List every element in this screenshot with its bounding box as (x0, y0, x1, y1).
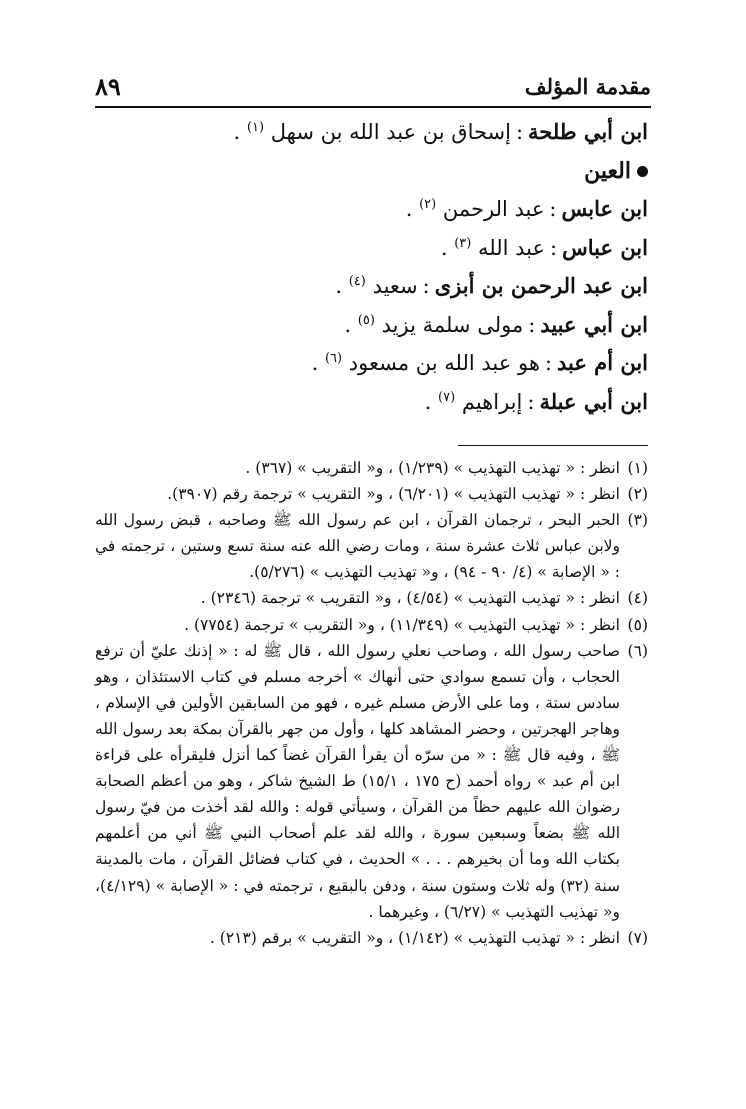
entry-separator: : (550, 235, 558, 260)
entry-ibn-abi-ubaid: ابن أبي عبيد:مولى سلمة يزيد $^{(٥)}$ . (344, 311, 648, 337)
footnote-marker: (٤) (348, 274, 366, 289)
footnote-number: (١) (627, 459, 648, 477)
entry-separator: : (527, 389, 535, 414)
entry-ibn-abi-abla: ابن أبي عبلة:إبراهيم $^{(٧)}$ . (424, 388, 648, 414)
entry-name: ابن عبد الرحمن بن أبزى (434, 273, 648, 298)
entry-text: هو عبد الله بن مسعود (348, 351, 540, 375)
footnote-2 (95, 481, 648, 507)
bullet-icon (637, 166, 648, 177)
entry-separator: : (528, 312, 536, 337)
entry-name: ابن أبي عبيد (540, 311, 648, 337)
entry-ibn-abis: ابن عابس:عبد الرحمن $^{(٢)}$ . (405, 196, 648, 221)
entry-name: ابن أبي طلحة (528, 119, 648, 144)
footnote-text: الحبر البحر ، ترجمان القرآن ، ابن عم رسول الله ﷺ وصاحبه ، قبض رسول الله ولابن عباس ثلاث عشرة سنة ، ومات رضي الله عنه سنة تسع وستين ، ترجمته في : « الإصابة » (٤/ ٩٠ - ٩٤) ، و« تهذيب التهذيب » (٥/٢٧٦). (95, 511, 620, 582)
entry-name: ابن أبي عبلة (539, 388, 648, 414)
footnote-marker: (٣) (454, 235, 472, 251)
footnote-3 (95, 507, 648, 585)
footnote-4 (95, 585, 648, 611)
entry-name: ابن عابس (561, 196, 648, 221)
footnote-text: انظر : « تهذيب التهذيب » (٦/٢٠١) ، و« التقريب » ترجمة رقم (٣٩٠٧). (167, 485, 620, 504)
entry-separator: : (549, 197, 557, 221)
entry-text: عبد الله (478, 235, 546, 260)
footnote-marker: (٦) (324, 351, 343, 366)
page-number: ٨٩ (95, 72, 121, 101)
footnote-text: انظر : « تهذيب التهذيب » (١/٢٣٩) ، و« التقريب » (٣٦٧) . (245, 459, 620, 477)
header-title: مقدمة المؤلف (524, 74, 651, 99)
entry-text: مولى سلمة يزيد (381, 312, 524, 337)
footnote-6 (95, 638, 648, 925)
entry-separator: : (515, 120, 524, 144)
footnote-marker: (١) (246, 120, 265, 135)
entry-separator: : (422, 274, 430, 298)
entry-ibn-abd-alrahman-ibn-abza: ابن عبد الرحمن بن أبزى:سعيد $^{(٤)}$ . (335, 273, 648, 298)
footnotes (95, 455, 648, 951)
footnote-number: (٧) (627, 928, 648, 947)
entry-text: سعيد (372, 274, 418, 298)
entry-text: إبراهيم (461, 389, 523, 414)
footnote-7 (95, 925, 648, 951)
entry-text: عبد الرحمن (442, 197, 545, 221)
footnote-text: انظر : « تهذيب التهذيب » (١/١٤٢) ، و« التقريب » برقم (٢١٣) . (209, 928, 620, 947)
footnote-number: (٦) (627, 641, 648, 660)
entry-ibn-abi-talha: ابن أبي طلحة:إسحاق بن عبد الله بن سهل $^{(١)}$ . (233, 119, 648, 144)
footnote-text: صاحب رسول الله ، وصاحب نعلي رسول الله ، قال ﷺ له : « إذنك عليّ أن ترفع الحجاب ، وأن تسمع سوادي حتى أنهاك » أخرجه مسلم في كتاب الاستئذان ، وهو سادس ستة ، وما على الأرض مسلم غيره ، فهو من السابقين الأولين في الإسلام ، وهاجر الهجرتين ، وحضر المشاهد كلها ، وأول من جهر بالقرآن بمكة بعد رسول الله ﷺ ، وفيه قال ﷺ : « من سرّه أن يقرأ القرآن غضاً كما أنزل فليقرأه على قراءة ابن أم عبد » رواه أحمد (ح ١٧٥ ، ١٥/١) ط الشيخ شاكر ، وهو من أعظم الصحابة رضوان الله عليهم حظاً من القرآن ، وسيأتي قوله : والله لقد أخذت من فيّ رسول الله ﷺ بضعاً وسبعين سورة ، والله لقد علم أصحاب النبي ﷺ أني من أعلمهم بكتاب الله وما أن بخيرهم . . . » الحديث ، في كتاب فضائل القرآن ، مات بالمدينة سنة (٣٢) وله ثلاث وستون سنة ، ودفن بالبقيع ، ترجمته في : « الإصابة » (٤/١٢٩)، و« تهذيب التهذيب » (٦/٢٧) ، وغيرهما . (95, 641, 621, 921)
footnote-divider (458, 445, 648, 446)
footnote-text: انظر : « تهذيب التهذيب » (١١/٣٤٩) ، و« التقريب » ترجمة (٧٧٥٤) . (184, 615, 620, 634)
footnote-number: (٥) (627, 615, 648, 634)
footnote-text: انظر : « تهذيب التهذيب » (٤/٥٤) ، و« التقريب » ترجمة (٢٣٤٦) . (200, 589, 620, 608)
entry-ibn-abbas: ابن عباس:عبد الله $^{(٣)}$ . (440, 234, 648, 260)
entry-ibn-umm-abd: ابن أم عبد:هو عبد الله بن مسعود $^{(٦)}$ . (311, 350, 648, 375)
footnote-5 (95, 612, 648, 638)
footnote-marker: (٧) (438, 389, 456, 405)
footnote-number: (٢) (627, 485, 648, 504)
footnote-marker: (٢) (419, 197, 437, 212)
footnote-number: (٤) (627, 589, 648, 608)
section-title: العين (584, 157, 631, 184)
footnote-marker: (٥) (357, 312, 375, 328)
entry-text: إسحاق بن عبد الله بن سهل (270, 120, 511, 144)
section-heading-ayn (95, 152, 648, 191)
footnote-number: (٣) (627, 511, 648, 530)
entries-list (95, 113, 648, 421)
entry-separator: : (544, 351, 552, 375)
entry-name: ابن أم عبد (556, 350, 648, 375)
running-header (95, 72, 651, 108)
footnote-1 (95, 455, 648, 481)
entry-name: ابن عباس (562, 234, 648, 260)
